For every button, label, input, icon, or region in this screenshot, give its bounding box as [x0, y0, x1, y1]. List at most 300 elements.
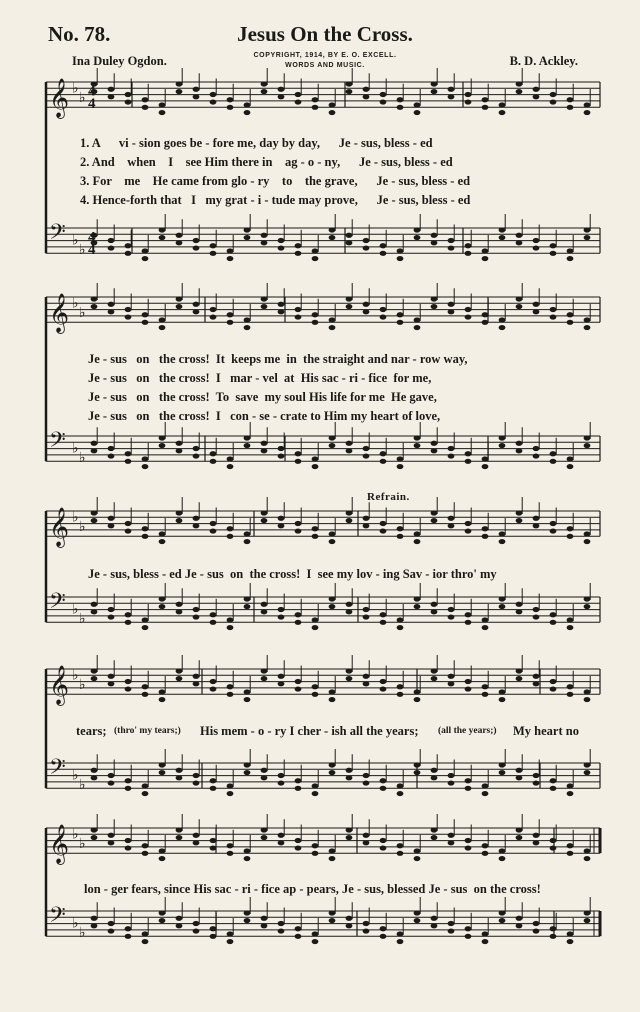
note-head: [448, 309, 455, 314]
note-head: [482, 625, 489, 630]
note-head: [295, 778, 302, 783]
note-head: [176, 916, 183, 921]
note-head: [550, 314, 557, 319]
note-head: [397, 248, 404, 253]
note-head: [550, 92, 557, 97]
note-head: [278, 840, 285, 845]
note-head: [159, 596, 166, 601]
note-head: [516, 240, 523, 245]
note-head: [210, 778, 217, 783]
note-head: [346, 923, 353, 928]
note-head: [278, 245, 285, 250]
note-head: [397, 456, 404, 461]
note-head: [516, 448, 523, 453]
note-head: [210, 838, 217, 843]
note-head: [295, 451, 302, 456]
note-head: [431, 668, 438, 673]
note-head: [210, 521, 217, 526]
flat-icon: ♭: [79, 450, 86, 467]
note-head: [193, 453, 200, 458]
note-head: [295, 934, 302, 939]
note-head: [278, 523, 285, 528]
note-head: [312, 843, 319, 848]
note-head: [210, 314, 217, 319]
note-head: [176, 775, 183, 780]
note-head: [346, 775, 353, 780]
note-head: [380, 778, 387, 783]
note-head: [193, 516, 200, 521]
flat-icon: ♭: [72, 826, 79, 843]
note-head: [346, 89, 353, 94]
note-head: [227, 684, 234, 689]
note-head: [516, 609, 523, 614]
note-head: [227, 526, 234, 531]
flat-icon: ♭: [72, 509, 79, 526]
note-head: [159, 689, 166, 694]
note-head: [397, 843, 404, 848]
note-head: [533, 245, 540, 250]
note-head: [108, 773, 115, 778]
note-head: [584, 325, 591, 330]
note-head: [295, 314, 302, 319]
note-head: [363, 302, 370, 307]
note-head: [108, 921, 115, 926]
note-head: [414, 596, 421, 601]
note-head: [176, 668, 183, 673]
note-head: [482, 534, 489, 539]
note-head: [142, 248, 149, 253]
note-head: [584, 770, 591, 775]
note-head: [414, 604, 421, 609]
note-head: [227, 617, 234, 622]
note-head: [159, 435, 166, 440]
note-head: [244, 918, 251, 923]
note-head: [550, 845, 557, 850]
note-head: [210, 786, 217, 791]
note-head: [295, 838, 302, 843]
note-head: [142, 791, 149, 796]
note-head: [567, 931, 574, 936]
note-head: [346, 233, 353, 238]
note-head: [278, 833, 285, 838]
lyric-s3: Je - sus, bless - ed Je - sus on the cross! I see my lov - ing Sav - ior thro' my: [88, 567, 497, 581]
note-head: [108, 780, 115, 785]
note-head: [125, 99, 132, 104]
flat-icon: ♭: [72, 440, 79, 457]
note-head: [329, 918, 336, 923]
note-head: [261, 304, 268, 309]
note-head: [516, 81, 523, 86]
bass-clef-icon: 𝄢: [49, 589, 66, 620]
note-head: [448, 780, 455, 785]
note-head: [516, 296, 523, 301]
note-head: [176, 296, 183, 301]
note-head: [448, 674, 455, 679]
note-head: [550, 307, 557, 312]
flat-icon: ♭: [79, 611, 86, 628]
note-head: [414, 689, 421, 694]
note-head: [363, 87, 370, 92]
note-head: [312, 312, 319, 317]
note-head: [414, 235, 421, 240]
note-head: [91, 518, 98, 523]
note-head: [278, 446, 285, 451]
note-head: [414, 762, 421, 767]
note-head: [159, 325, 166, 330]
lyric-s2-v4: Je - sus on the cross! I con - se - crate to Him my heart of love,: [88, 409, 441, 423]
flat-icon: ♭: [79, 925, 86, 942]
note-head: [312, 256, 319, 261]
note-head: [397, 256, 404, 261]
note-head: [414, 770, 421, 775]
note-head: [125, 686, 132, 691]
note-head: [516, 518, 523, 523]
note-head: [414, 910, 421, 915]
note-head: [431, 510, 438, 515]
note-head: [210, 612, 217, 617]
note-head: [91, 609, 98, 614]
note-head: [227, 843, 234, 848]
note-head: [91, 775, 98, 780]
note-head: [380, 251, 387, 256]
hymn-number: No. 78.: [48, 22, 111, 46]
note-head: [91, 676, 98, 681]
note-head: [550, 459, 557, 464]
note-head: [465, 251, 472, 256]
note-head: [533, 309, 540, 314]
note-head: [431, 916, 438, 921]
note-head: [142, 105, 149, 110]
note-head: [431, 835, 438, 840]
note-head: [550, 778, 557, 783]
note-head: [244, 689, 251, 694]
note-head: [125, 251, 132, 256]
note-head: [567, 791, 574, 796]
treble-clef-icon: 𝄞: [49, 507, 70, 548]
note-head: [499, 762, 506, 767]
note-head: [431, 602, 438, 607]
time-signature-bottom: 4: [88, 96, 96, 113]
note-head: [142, 456, 149, 461]
note-head: [414, 317, 421, 322]
note-head: [584, 697, 591, 702]
note-head: [227, 105, 234, 110]
note-head: [465, 845, 472, 850]
note-head: [278, 614, 285, 619]
flat-icon: ♭: [79, 304, 86, 321]
note-head: [363, 516, 370, 521]
note-head: [329, 443, 336, 448]
lyric-s1-v1: 1. A vi - sion goes be - fore me, day by day, Je - sus, bless - ed: [80, 136, 433, 150]
note-head: [346, 768, 353, 773]
note-head: [397, 617, 404, 622]
note-head: [482, 692, 489, 697]
note-head: [159, 856, 166, 861]
note-head: [499, 435, 506, 440]
note-head: [363, 453, 370, 458]
note-head: [227, 464, 234, 469]
note-head: [567, 684, 574, 689]
note-head: [567, 625, 574, 630]
note-head: [142, 464, 149, 469]
note-head: [482, 684, 489, 689]
note-head: [108, 238, 115, 243]
note-head: [91, 827, 98, 832]
note-head: [584, 110, 591, 115]
note-head: [346, 609, 353, 614]
note-head: [312, 939, 319, 944]
note-head: [261, 768, 268, 773]
note-head: [499, 689, 506, 694]
note-head: [312, 625, 319, 630]
time-signature-top: 4: [88, 83, 96, 100]
note-head: [567, 692, 574, 697]
note-head: [567, 534, 574, 539]
note-head: [108, 681, 115, 686]
note-head: [380, 934, 387, 939]
note-head: [584, 539, 591, 544]
note-head: [193, 674, 200, 679]
flat-icon: ♭: [72, 767, 79, 784]
note-head: [397, 783, 404, 788]
note-head: [550, 251, 557, 256]
note-head: [380, 451, 387, 456]
note-head: [414, 110, 421, 115]
note-head: [414, 531, 421, 536]
treble-clef-icon: 𝄞: [49, 78, 70, 119]
note-head: [159, 770, 166, 775]
note-head: [278, 516, 285, 521]
note-head: [363, 309, 370, 314]
note-head: [346, 240, 353, 245]
note-head: [312, 617, 319, 622]
note-head: [482, 791, 489, 796]
note-head: [499, 325, 506, 330]
note-head: [363, 681, 370, 686]
note-head: [397, 105, 404, 110]
note-head: [533, 453, 540, 458]
note-head: [533, 607, 540, 612]
note-head: [176, 602, 183, 607]
note-head: [482, 783, 489, 788]
note-head: [108, 87, 115, 92]
note-head: [261, 668, 268, 673]
note-head: [227, 248, 234, 253]
note-head: [227, 312, 234, 317]
note-head: [210, 459, 217, 464]
note-head: [227, 256, 234, 261]
note-head: [210, 934, 217, 939]
note-head: [482, 456, 489, 461]
note-head: [499, 856, 506, 861]
note-head: [380, 307, 387, 312]
note-head: [533, 446, 540, 451]
note-head: [312, 684, 319, 689]
note-head: [397, 692, 404, 697]
note-head: [346, 602, 353, 607]
note-head: [516, 668, 523, 673]
note-head: [193, 921, 200, 926]
note-head: [516, 602, 523, 607]
note-head: [414, 443, 421, 448]
note-head: [295, 528, 302, 533]
note-head: [278, 309, 285, 314]
note-head: [261, 676, 268, 681]
note-head: [142, 692, 149, 697]
note-head: [448, 773, 455, 778]
note-head: [380, 679, 387, 684]
note-head: [176, 609, 183, 614]
note-head: [448, 614, 455, 619]
note-head: [414, 856, 421, 861]
note-head: [533, 516, 540, 521]
note-head: [499, 227, 506, 232]
bass-clef-icon: 𝄢: [49, 428, 66, 459]
note-head: [584, 317, 591, 322]
note-head: [125, 679, 132, 684]
note-head: [329, 102, 336, 107]
note-head: [91, 916, 98, 921]
note-head: [244, 102, 251, 107]
note-head: [108, 302, 115, 307]
note-head: [431, 240, 438, 245]
note-head: [397, 625, 404, 630]
note-head: [108, 446, 115, 451]
note-head: [193, 309, 200, 314]
note-head: [125, 521, 132, 526]
note-head: [295, 243, 302, 248]
lyric-s4-tears: tears;: [76, 724, 107, 738]
note-head: [567, 105, 574, 110]
note-head: [125, 314, 132, 319]
note-head: [550, 838, 557, 843]
note-head: [176, 923, 183, 928]
note-head: [567, 783, 574, 788]
note-head: [414, 102, 421, 107]
lyric-s2-v2: Je - sus on the cross! I mar - vel at His sac - ri - fice for me,: [88, 371, 432, 385]
note-head: [91, 668, 98, 673]
note-head: [142, 320, 149, 325]
lyric-s2-v3: Je - sus on the cross! To save my soul His life for me He gave,: [88, 390, 437, 404]
note-head: [363, 245, 370, 250]
note-head: [397, 526, 404, 531]
note-head: [499, 235, 506, 240]
flat-icon: ♭: [79, 777, 86, 794]
note-head: [431, 768, 438, 773]
note-head: [193, 245, 200, 250]
note-head: [159, 235, 166, 240]
note-head: [499, 770, 506, 775]
note-head: [142, 625, 149, 630]
note-head: [227, 931, 234, 936]
note-head: [550, 243, 557, 248]
note-head: [125, 307, 132, 312]
note-head: [363, 523, 370, 528]
note-head: [533, 87, 540, 92]
note-head: [516, 923, 523, 928]
note-head: [346, 827, 353, 832]
note-head: [584, 596, 591, 601]
note-head: [550, 686, 557, 691]
lyric-s1-v4: 4. Hence-forth that I my grat - i - tude may prove, Je - sus, bless - ed: [80, 193, 471, 207]
note-head: [465, 307, 472, 312]
note-head: [176, 81, 183, 86]
note-head: [550, 786, 557, 791]
note-head: [312, 526, 319, 531]
note-head: [108, 516, 115, 521]
note-head: [244, 697, 251, 702]
note-head: [142, 783, 149, 788]
note-head: [482, 312, 489, 317]
note-head: [567, 939, 574, 944]
note-head: [431, 304, 438, 309]
note-head: [193, 840, 200, 845]
note-head: [176, 441, 183, 446]
time-signature-top: 4: [88, 229, 96, 246]
note-head: [346, 518, 353, 523]
note-head: [227, 692, 234, 697]
note-head: [278, 238, 285, 243]
note-head: [312, 851, 319, 856]
note-head: [448, 607, 455, 612]
note-head: [108, 928, 115, 933]
note-head: [244, 539, 251, 544]
note-head: [108, 94, 115, 99]
note-head: [397, 97, 404, 102]
flat-icon: ♭: [72, 601, 79, 618]
note-head: [227, 851, 234, 856]
note-head: [346, 81, 353, 86]
note-head: [278, 607, 285, 612]
note-head: [295, 620, 302, 625]
note-head: [550, 926, 557, 931]
note-head: [465, 92, 472, 97]
note-head: [431, 296, 438, 301]
note-head: [244, 910, 251, 915]
note-head: [108, 840, 115, 845]
note-head: [533, 921, 540, 926]
note-head: [499, 539, 506, 544]
note-head: [516, 835, 523, 840]
note-head: [210, 92, 217, 97]
note-head: [108, 309, 115, 314]
hymn-title: Jesus On the Cross.: [237, 22, 413, 46]
note-head: [550, 99, 557, 104]
note-head: [499, 697, 506, 702]
copyright-line-1: COPYRIGHT, 1914, BY E. O. EXCELL.: [253, 52, 397, 59]
note-head: [159, 697, 166, 702]
note-head: [176, 233, 183, 238]
note-head: [550, 934, 557, 939]
note-head: [91, 448, 98, 453]
note-head: [278, 674, 285, 679]
note-head: [533, 614, 540, 619]
note-head: [278, 780, 285, 785]
note-head: [176, 240, 183, 245]
note-head: [91, 768, 98, 773]
note-head: [380, 314, 387, 319]
note-head: [278, 921, 285, 926]
note-head: [516, 233, 523, 238]
note-head: [295, 686, 302, 691]
note-head: [91, 441, 98, 446]
note-head: [193, 681, 200, 686]
note-head: [312, 464, 319, 469]
note-head: [244, 435, 251, 440]
note-head: [346, 441, 353, 446]
hymn-author: Ina Duley Ogdon.: [72, 54, 167, 68]
note-head: [312, 791, 319, 796]
